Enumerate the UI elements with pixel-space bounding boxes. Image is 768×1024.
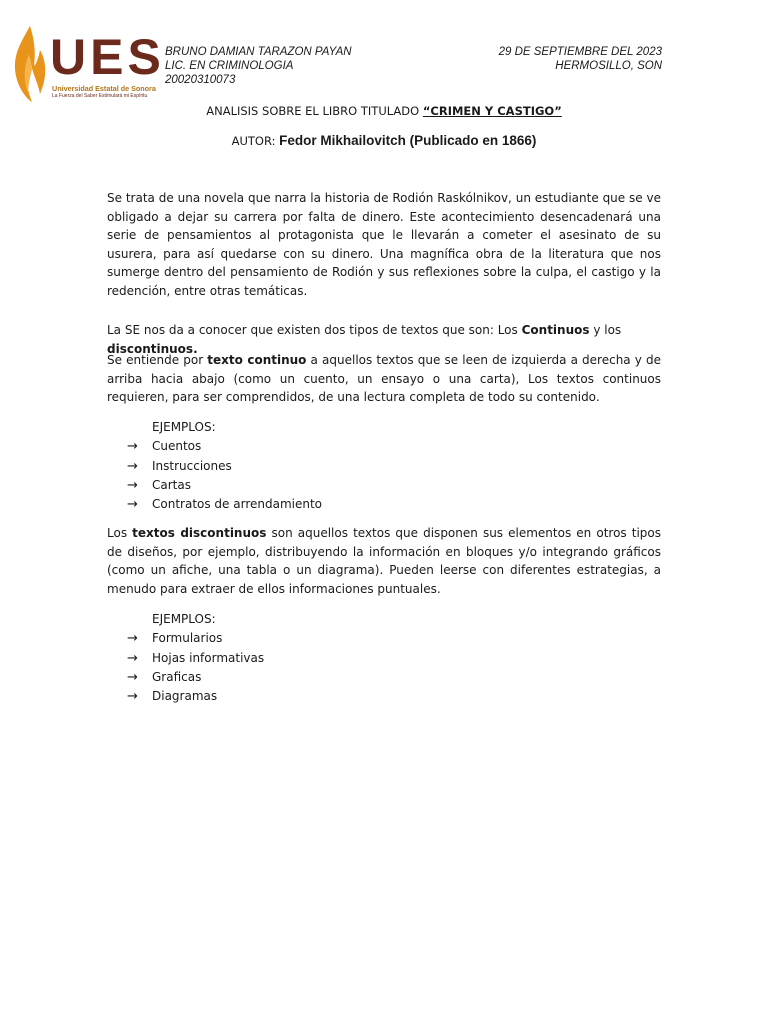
arrow-right-icon: → <box>127 458 138 474</box>
author-name: Fedor Mikhailovitch (Publicado en 1866) <box>279 133 537 148</box>
types-term-discontinuos: discontinuos. <box>107 341 198 356</box>
arrow-right-icon: → <box>127 497 138 513</box>
list-item-text: Diagramas <box>152 689 218 704</box>
program: LIC. EN CRIMINOLOGIA <box>165 60 294 72</box>
discontinuous-paragraph <box>107 524 661 598</box>
examples-label: EJEMPLOS: <box>152 612 216 626</box>
location: HERMOSILLO, SON <box>555 60 662 72</box>
logo-university-name: Universidad Estatal de Sonora <box>52 84 156 93</box>
logo-motto: La Fuerza del Saber Estimulará mi Espíritu <box>52 93 148 99</box>
types-mid: y los <box>589 323 622 337</box>
list-item-text: Hojas informativas <box>152 650 265 665</box>
list-item-text: Instrucciones <box>152 458 232 473</box>
date: 29 DE SEPTIEMBRE DEL 2023 <box>498 46 662 58</box>
continuous-paragraph <box>107 351 661 407</box>
examples-label: EJEMPLOS: <box>152 420 216 434</box>
list-item <box>127 437 322 456</box>
arrow-right-icon: → <box>127 477 138 493</box>
author-label: AUTOR: <box>231 134 280 148</box>
continuous-pre: Se entiende por <box>107 353 208 367</box>
student-info <box>165 45 352 87</box>
list-item <box>127 476 322 495</box>
list-item <box>127 687 264 706</box>
book-title: “CRIMEN Y CASTIGO” <box>422 104 562 118</box>
types-term-continuos: Continuos <box>521 323 590 337</box>
types-pre: La SE nos da a conocer que existen dos tipos de textos que son: Los <box>107 323 522 337</box>
list-item-text: Cartas <box>152 477 191 492</box>
arrow-right-icon: → <box>127 689 138 705</box>
logo-initials: UES <box>50 29 165 85</box>
list-item-text: Formularios <box>152 631 223 646</box>
title-prefix: ANALISIS SOBRE EL LIBRO TITULADO <box>206 104 423 118</box>
arrow-right-icon: → <box>127 631 138 647</box>
discontinuous-post: son aquellos textos que disponen sus elementos en otros tipos de diseños, por ejemplo, distribuyendo la información en bloques y/o integrando gráficos (como un afiche, una tabla o un diagrama). Pueden leerse con diferentes estrategias, a menudo para extraer de ellos informaciones puntuales. <box>107 526 661 596</box>
arrow-right-icon: → <box>127 650 138 666</box>
author-line <box>0 133 768 148</box>
arrow-right-icon: → <box>127 669 138 685</box>
discontinuous-pre: Los <box>107 526 133 540</box>
discontinuous-examples <box>127 610 264 706</box>
list-item-text: Graficas <box>152 669 202 684</box>
list-item <box>127 457 322 476</box>
continuous-term: texto continuo <box>207 353 307 367</box>
student-name: BRUNO DAMIAN TARAZON PAYAN <box>165 46 352 58</box>
flame-icon <box>10 24 50 104</box>
list-item-text: Contratos de arrendamiento <box>152 497 323 512</box>
list-item <box>127 668 264 687</box>
list-item-text: Cuentos <box>152 439 202 454</box>
date-location <box>499 45 662 73</box>
document-title <box>0 104 768 118</box>
list-item <box>127 495 322 514</box>
student-id: 20020310073 <box>165 74 236 86</box>
arrow-right-icon: → <box>127 439 138 455</box>
discontinuous-term: textos discontinuos <box>132 526 267 540</box>
continuous-examples <box>127 418 322 514</box>
list-item <box>127 649 264 668</box>
intro-paragraph: Se trata de una novela que narra la historia de Rodión Raskólnikov, un estudiante que se ve obligado a dejar su carrera por falta de dinero. Este acontecimiento desencadenará una serie de pensamientos al protagonista que le llevarán a cometer el asesinato de su usurera, para así quedarse con su dinero. Una magnífica obra de la literatura que nos sumerge dentro del pensamiento de Rodión y sus reflexiones sobre la culpa, el castigo y la redención, entre otras temáticas. <box>107 191 661 298</box>
continuous-post: a aquellos textos que se leen de izquierda a derecha y de arriba hacia abajo (como un cuento, un ensayo o una carta), Los textos continuos requieren, para ser comprendidos, de una lectura completa de todo su contenido. <box>107 353 661 405</box>
university-logo <box>10 24 165 104</box>
list-item <box>127 629 264 648</box>
